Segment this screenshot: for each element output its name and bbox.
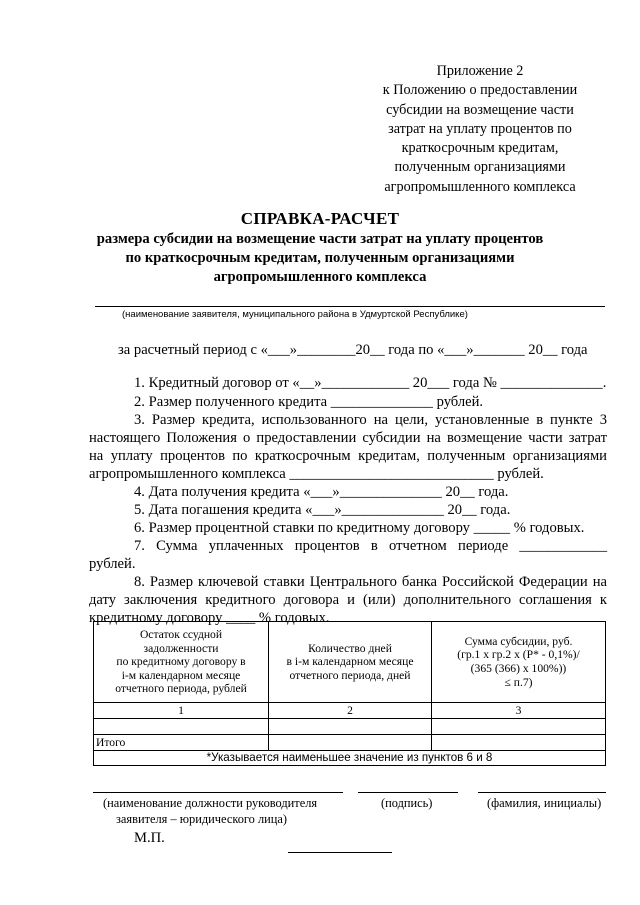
appendix-reference bbox=[360, 62, 600, 197]
item-interest-rate: 6. Размер процентной ставки по кредитному договору _____ % годовых. bbox=[134, 520, 585, 536]
appendix-line: к Положению о предоставлении bbox=[382, 82, 578, 99]
document-title: СПРАВКА-РАСЧЕТ bbox=[240, 209, 400, 228]
header-text: Остаток ссудной bbox=[139, 628, 223, 642]
item-paid-interest: 7. Сумма уплаченных процентов в отчетном периоде ____________ bbox=[134, 538, 607, 554]
appendix-line: Приложение 2 bbox=[436, 63, 524, 79]
header-text: Количество дней bbox=[308, 641, 392, 655]
table-footnote-row bbox=[94, 751, 606, 766]
header-subsidy-amount bbox=[432, 622, 606, 703]
appendix-line: полученным организациями bbox=[394, 159, 566, 176]
calculation-period: за расчетный период с «___»________20__ года по «___»_______ 20__ года bbox=[118, 342, 588, 358]
table-row bbox=[94, 719, 606, 735]
table-footnote: *Указывается наименьшее значение из пунктов 6 и 8 bbox=[94, 751, 606, 766]
appendix-line: агропромышленного комплекса bbox=[384, 178, 576, 195]
stamp-place: М.П. bbox=[134, 830, 165, 846]
subtitle-line: агропромышленного комплекса bbox=[213, 269, 427, 285]
header-days-count bbox=[269, 622, 432, 703]
table-column-numbers bbox=[94, 703, 606, 719]
header-text: задолженности bbox=[143, 641, 219, 655]
item-used-credit-line: 3. Размер кредита, использованного на цели, установленные в пункте 3 bbox=[134, 412, 607, 428]
position-caption: заявителя – юридического лица) bbox=[116, 812, 288, 826]
appendix-line: краткосрочным кредитам, bbox=[401, 140, 559, 157]
appendix-line: субсидии на возмещение части bbox=[386, 101, 574, 118]
position-line bbox=[93, 792, 343, 793]
table-header-row bbox=[94, 622, 606, 703]
item-credit-amount: 2. Размер полученного кредита ______________ рублей. bbox=[134, 394, 484, 410]
header-text: i-м календарном месяце bbox=[121, 668, 241, 682]
header-loan-balance bbox=[94, 622, 269, 703]
column-number: 2 bbox=[269, 703, 432, 719]
item-key-rate: кредитному договору ____ % годовых. bbox=[89, 610, 330, 626]
header-text: ≤ п.7) bbox=[504, 675, 533, 689]
header-text: (гр.1 х гр.2 х (P* - 0,1%)/ bbox=[457, 648, 580, 662]
item-credit-receipt-date: 4. Дата получения кредита «___»______________ 20__ года. bbox=[134, 484, 509, 500]
header-text: отчетного периода, дней bbox=[289, 668, 411, 682]
table-cell bbox=[432, 719, 606, 735]
header-text: Сумма субсидии, руб. bbox=[464, 634, 573, 648]
item-used-credit-line: на уплату процентов по краткосрочным кредитам, полученным организациями bbox=[89, 448, 607, 464]
signature-line bbox=[358, 792, 458, 793]
document-subtitle bbox=[60, 230, 580, 287]
subtitle-line: по краткосрочным кредитам, полученным организациями bbox=[125, 250, 515, 266]
table-cell bbox=[269, 735, 432, 751]
header-text: (365 (366) х 100%)) bbox=[470, 662, 567, 675]
column-number: 3 bbox=[432, 703, 606, 719]
name-line bbox=[478, 792, 606, 793]
item-paid-interest: рублей. bbox=[89, 556, 136, 572]
subtitle-line: размера субсидии на возмещение части затрат на уплату процентов bbox=[96, 231, 544, 247]
total-label: Итого bbox=[94, 735, 269, 751]
stamp-date-line bbox=[288, 852, 392, 853]
table-cell bbox=[432, 735, 606, 751]
table-cell bbox=[94, 719, 269, 735]
item-credit-agreement: 1. Кредитный договор от «__»____________ 20___ года № ______________. bbox=[134, 375, 607, 391]
appendix-line: затрат на уплату процентов по bbox=[388, 120, 572, 137]
item-key-rate: 8. Размер ключевой ставки Центрального банка Российской Федерации на bbox=[134, 574, 607, 590]
applicant-caption: (наименование заявителя, муниципального района в Удмуртской Республике) bbox=[122, 309, 468, 320]
item-credit-repayment-date: 5. Дата погашения кредита «___»______________ 20__ года. bbox=[134, 502, 511, 518]
name-caption: (фамилия, инициалы) bbox=[487, 796, 602, 810]
subsidy-calculation-table bbox=[93, 621, 606, 766]
table-cell bbox=[269, 719, 432, 735]
position-caption: (наименование должности руководителя bbox=[103, 796, 318, 810]
signature-caption: (подпись) bbox=[381, 796, 433, 810]
header-text: по кредитному договору в bbox=[116, 655, 246, 669]
item-used-credit-line: агропромышленного комплекса ____________________________ рублей. bbox=[89, 466, 544, 482]
header-text: в i-м календарном месяце bbox=[286, 655, 414, 669]
table-total-row bbox=[94, 735, 606, 751]
column-number: 1 bbox=[94, 703, 269, 719]
applicant-name-line bbox=[95, 306, 605, 307]
item-used-credit-line: настоящего Положения о предоставлении субсидии на возмещение части затрат bbox=[89, 430, 607, 446]
header-text: отчетного периода, рублей bbox=[115, 682, 247, 696]
item-key-rate: дату заключения кредитного договора и (или) дополнительного соглашения к bbox=[89, 592, 607, 608]
